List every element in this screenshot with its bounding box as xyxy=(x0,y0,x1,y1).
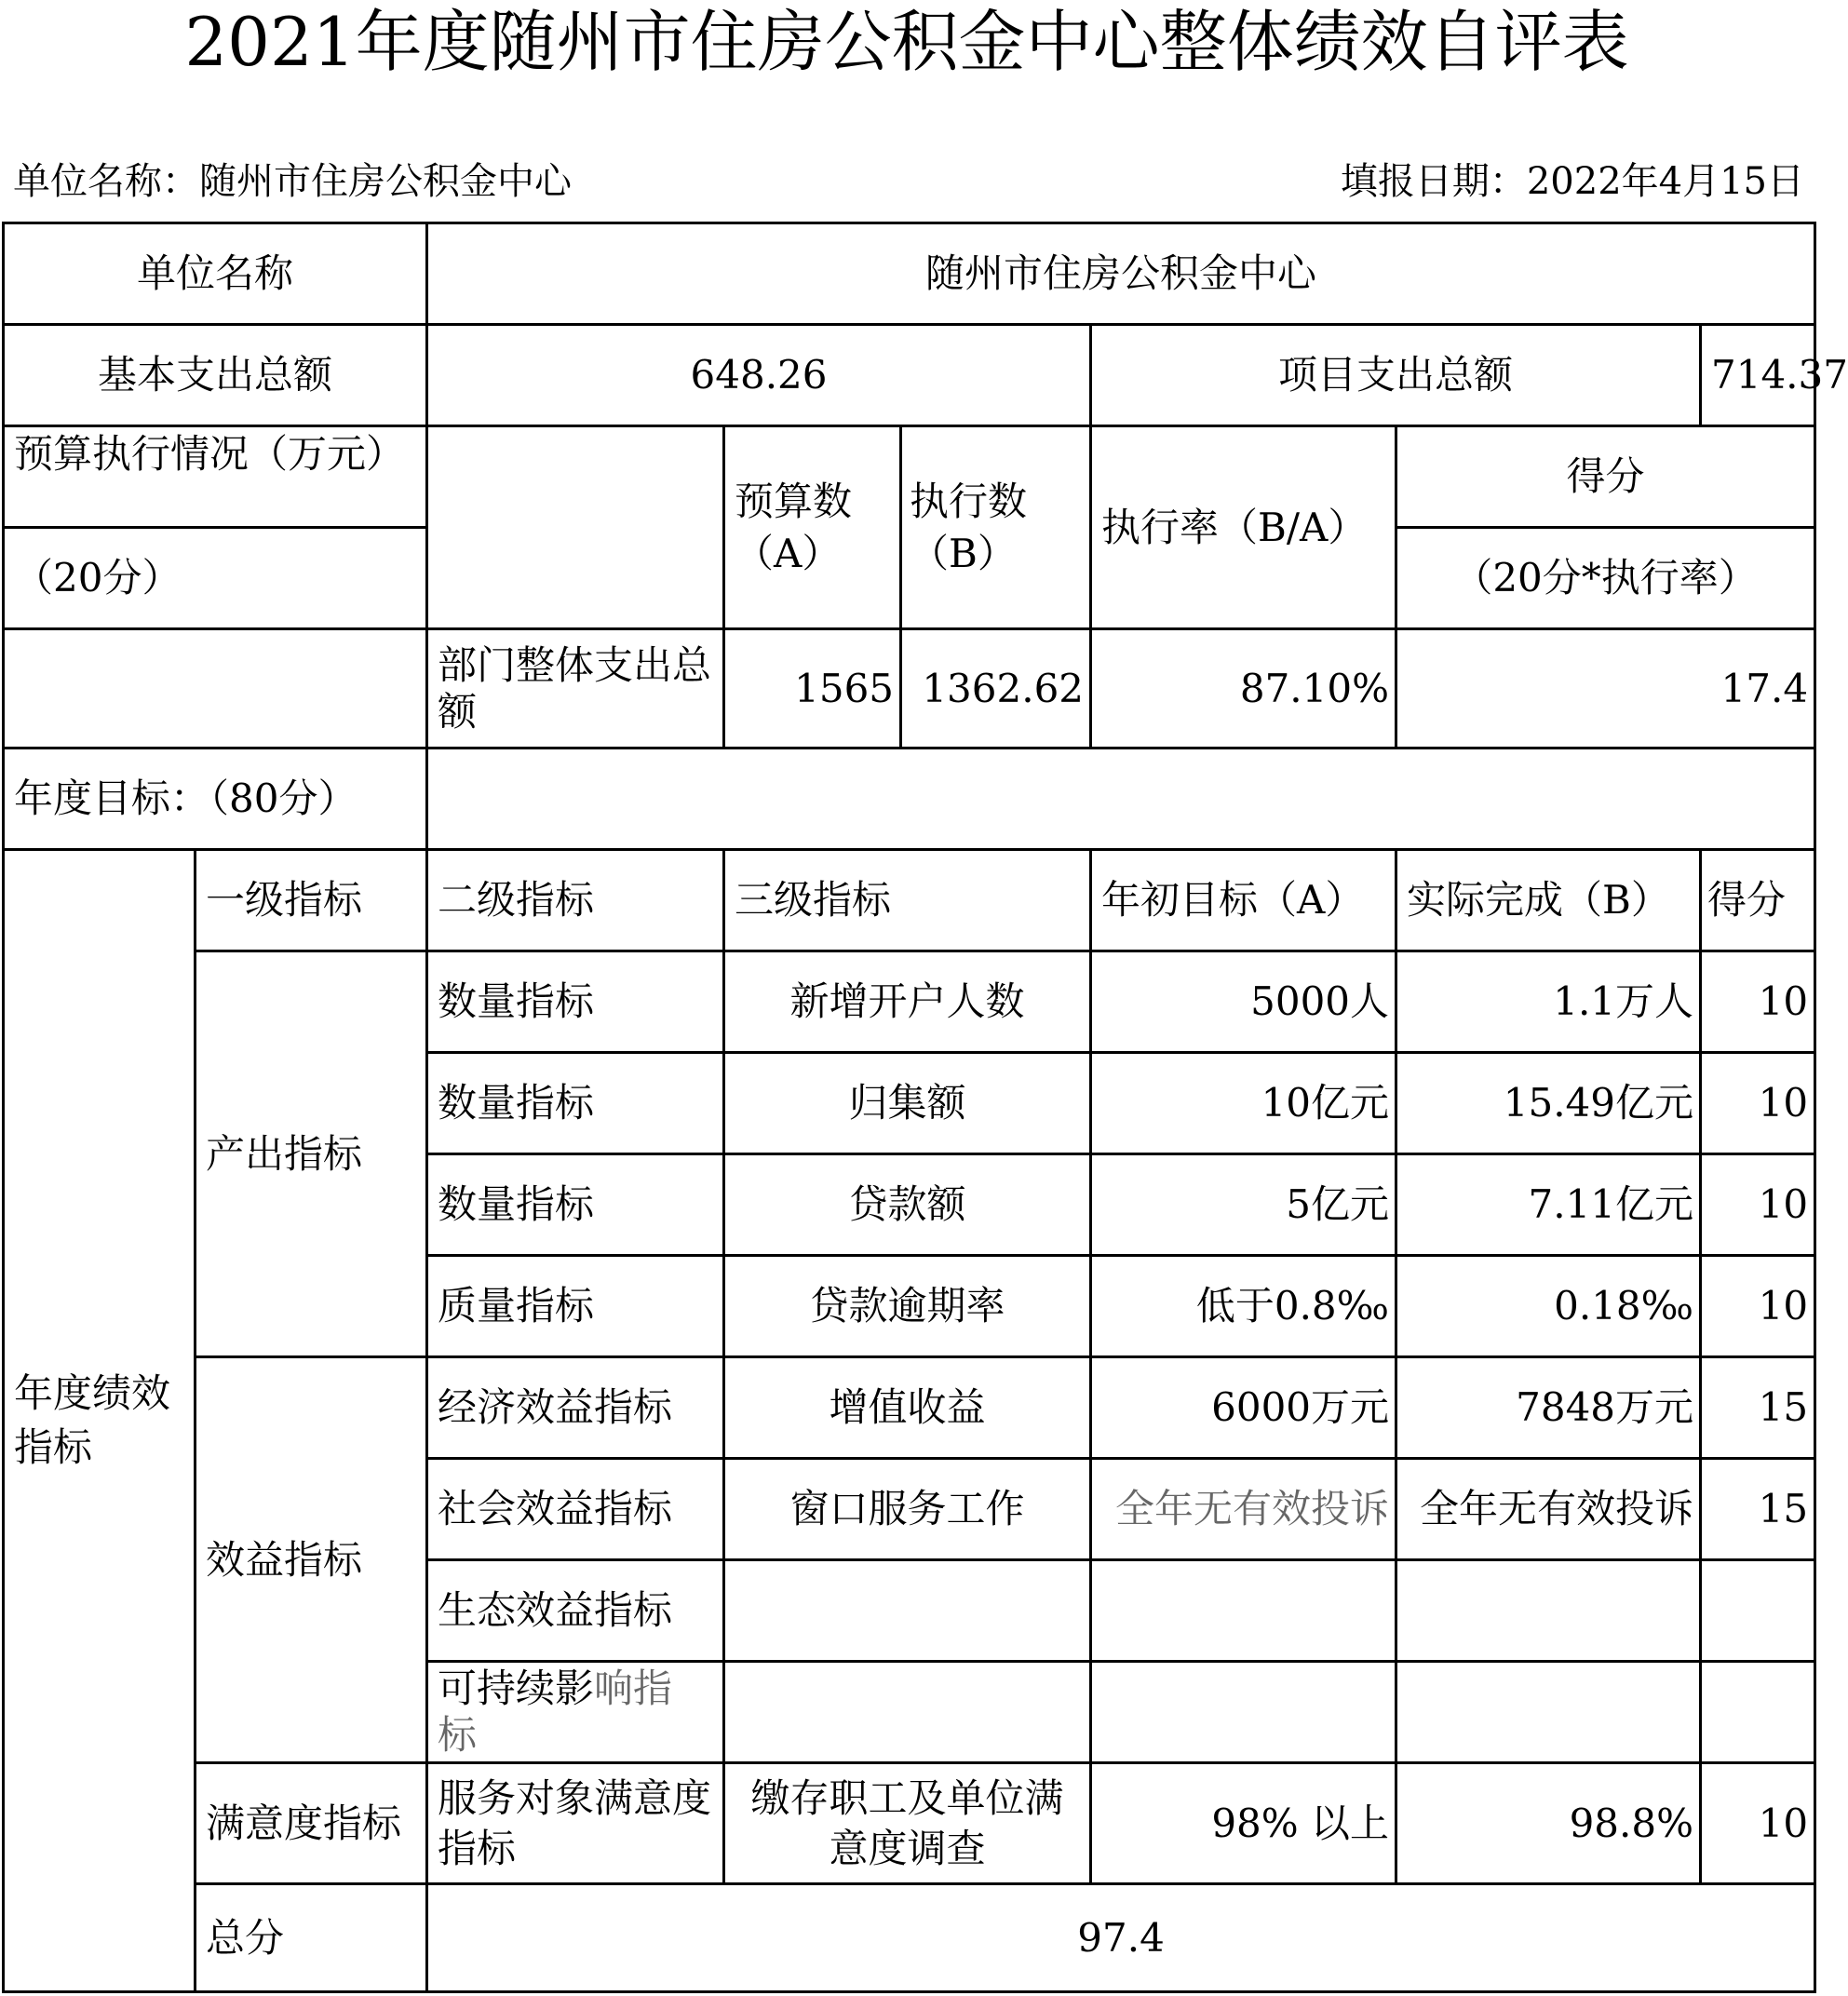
basic-expense-label: 基本支出总额 xyxy=(4,325,427,426)
perf-target: 5000人 xyxy=(1091,951,1396,1053)
budget-blank-cell xyxy=(427,426,724,629)
group-satisfaction: 满意度指标 xyxy=(196,1763,427,1884)
evaluation-table xyxy=(2,222,1848,1993)
perf-level3 xyxy=(724,1560,1091,1662)
budget-col-rate: 执行率（B/A） xyxy=(1091,426,1396,629)
annual-goal-row xyxy=(4,748,1815,850)
group-benefit: 效益指标 xyxy=(196,1357,427,1763)
perf-actual xyxy=(1396,1662,1701,1763)
unit-label: 单位名称 xyxy=(4,223,427,325)
perf-target: 低于0.8‰ xyxy=(1091,1256,1396,1357)
perf-level3 xyxy=(724,1662,1091,1763)
budget-data-row xyxy=(4,629,1815,748)
unit-name-line: 单位名称：随州市住房公积金中心 xyxy=(13,160,572,203)
page-title: 2021年度随州市住房公积金中心整体绩效自评表 xyxy=(184,3,1629,81)
project-expense-value: 714.37 xyxy=(1701,325,1815,426)
perf-actual: 98.8% xyxy=(1396,1763,1701,1884)
perf-level2: 经济效益指标 xyxy=(427,1357,724,1459)
unit-value: 随州市住房公积金中心 xyxy=(427,223,1815,325)
perf-score: 10 xyxy=(1701,1154,1815,1256)
perf-score: 15 xyxy=(1701,1357,1815,1459)
perf-header-level3: 三级指标 xyxy=(724,850,1091,951)
perf-score: 10 xyxy=(1701,951,1815,1053)
group-output: 产出指标 xyxy=(196,951,427,1357)
perf-header-row xyxy=(4,850,1815,951)
perf-level3: 归集额 xyxy=(724,1053,1091,1154)
budget-col-budget: 预算数（A） xyxy=(724,426,901,629)
perf-level2: 数量指标 xyxy=(427,1053,724,1154)
perf-target xyxy=(1091,1662,1396,1763)
perf-level3: 新增开户人数 xyxy=(724,951,1091,1053)
budget-row-label: 部门整体支出总额 xyxy=(427,629,724,748)
perf-level2: 质量指标 xyxy=(427,1256,724,1357)
perf-score: 10 xyxy=(1701,1256,1815,1357)
perf-level3: 增值收益 xyxy=(724,1357,1091,1459)
perf-level2: 数量指标 xyxy=(427,1154,724,1256)
budget-value: 1565 xyxy=(724,629,901,748)
perf-actual: 7.11亿元 xyxy=(1396,1154,1701,1256)
perf-score: 10 xyxy=(1701,1763,1815,1884)
perf-score xyxy=(1701,1662,1815,1763)
budget-header-row xyxy=(4,426,1815,528)
perf-target: 98% 以上 xyxy=(1091,1763,1396,1884)
expense-row xyxy=(4,325,1815,426)
perf-header-level1: 一级指标 xyxy=(196,850,427,951)
perf-level2-part: 可持续影 xyxy=(438,1666,595,1711)
budget-score-note: （20分*执行率） xyxy=(1396,528,1815,629)
perf-target: 全年无有效投诉 xyxy=(1091,1459,1396,1560)
total-label: 总分 xyxy=(196,1884,427,1992)
budget-points: （20分） xyxy=(4,528,427,629)
perf-level2-part: 标 xyxy=(438,1712,478,1758)
total-row xyxy=(4,1884,1815,1992)
perf-level3: 窗口服务工作 xyxy=(724,1459,1091,1560)
perf-score: 10 xyxy=(1701,1053,1815,1154)
perf-header-score: 得分 xyxy=(1701,850,1815,951)
exec-value: 1362.62 xyxy=(901,629,1091,748)
perf-header-level2: 二级指标 xyxy=(427,850,724,951)
perf-actual: 7848万元 xyxy=(1396,1357,1701,1459)
perf-actual: 1.1万人 xyxy=(1396,951,1701,1053)
perf-target: 5亿元 xyxy=(1091,1154,1396,1256)
perf-level3: 贷款额 xyxy=(724,1154,1091,1256)
budget-title: 预算执行情况（万元） xyxy=(4,426,427,528)
budget-col-score: 得分 xyxy=(1396,426,1815,528)
basic-expense-value: 648.26 xyxy=(427,325,1091,426)
perf-row xyxy=(4,951,1815,1053)
perf-level3: 缴存职工及单位满意度调查 xyxy=(724,1763,1091,1884)
annual-goal-label: 年度目标：（80分） xyxy=(4,748,427,850)
perf-actual: 15.49亿元 xyxy=(1396,1053,1701,1154)
perf-header-actual: 实际完成（B） xyxy=(1396,850,1701,951)
perf-level2-part: 响指 xyxy=(594,1666,673,1711)
perf-actual xyxy=(1396,1560,1701,1662)
perf-level2: 服务对象满意度指标 xyxy=(427,1763,724,1884)
budget-score-value: 17.4 xyxy=(1396,629,1815,748)
total-value: 97.4 xyxy=(427,1884,1815,1992)
budget-empty-cell xyxy=(4,629,427,748)
perf-level2 xyxy=(427,1662,724,1763)
perf-actual: 0.18‰ xyxy=(1396,1256,1701,1357)
perf-score xyxy=(1701,1560,1815,1662)
perf-row xyxy=(4,1357,1815,1459)
report-date-line: 填报日期：2022年4月15日 xyxy=(1340,160,1804,203)
perf-level2: 社会效益指标 xyxy=(427,1459,724,1560)
annual-goal-value xyxy=(427,748,1815,850)
perf-level3: 贷款逾期率 xyxy=(724,1256,1091,1357)
perf-row xyxy=(4,1763,1815,1884)
perf-level2: 数量指标 xyxy=(427,951,724,1053)
perf-target xyxy=(1091,1560,1396,1662)
project-expense-label: 项目支出总额 xyxy=(1091,325,1701,426)
perf-target: 10亿元 xyxy=(1091,1053,1396,1154)
perf-header-target: 年初目标（A） xyxy=(1091,850,1396,951)
perf-actual: 全年无有效投诉 xyxy=(1396,1459,1701,1560)
unit-row xyxy=(4,223,1815,325)
perf-score: 15 xyxy=(1701,1459,1815,1560)
perf-level2: 生态效益指标 xyxy=(427,1560,724,1662)
budget-col-exec: 执行数（B） xyxy=(901,426,1091,629)
perf-section-label: 年度绩效指标 xyxy=(4,850,196,1992)
rate-value: 87.10% xyxy=(1091,629,1396,748)
perf-target: 6000万元 xyxy=(1091,1357,1396,1459)
